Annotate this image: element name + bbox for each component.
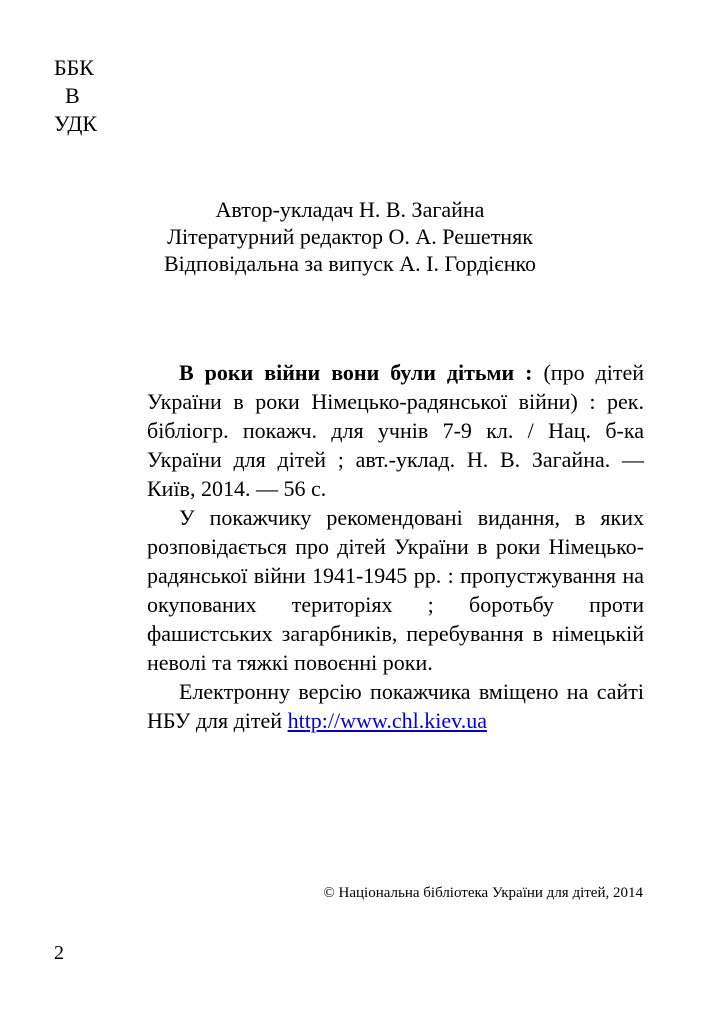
copyright-notice: © Національна бібліотека України для дітей, 2014 [323,885,643,901]
electronic-version-text: Електронну версію покажчика вміщено на сайті НБУ для дітей [147,679,644,733]
udk-label: УДК [54,111,98,136]
literary-editor: Літературний редактор О. А. Решетняк [167,224,533,249]
bibliographic-record [147,358,644,503]
author-compiler: Автор-укладач Н. В. Загайна [215,197,485,222]
credits-block [100,196,600,277]
classification-block [54,54,97,138]
bbk-code: В [54,83,80,108]
bbk-label: ББК [54,55,94,80]
responsible-editor: Відповідальна за випуск А. І. Гордієнко [163,251,537,276]
summary-paragraph: У покажчику рекомендовані видання, в яких розповідається про дітей України в роки Німецько-радянської війни 1941-1945 рр. : пропустжування на окупованих територіях ; боротьбу проти фашистських загарбників, перебування в німецькій неволі та тяжкі повоєнні роки. [147,505,644,675]
page-number: 2 [54,942,64,964]
book-title: В роки війни вони були дітьми : [179,360,533,385]
electronic-version-paragraph [147,677,644,735]
abstract-block [147,358,644,735]
website-link[interactable]: http://www.chl.kiev.ua [287,708,487,733]
bibliographic-description: (про дітей України в роки Німецько-радянської війни) : рек. бібліогр. покажч. для учнів 7-9 кл. / Нац. б-ка України для дітей ; авт.-уклад. Н. В. Загайна. — Київ, 2014. — 56 с. [147,360,644,501]
